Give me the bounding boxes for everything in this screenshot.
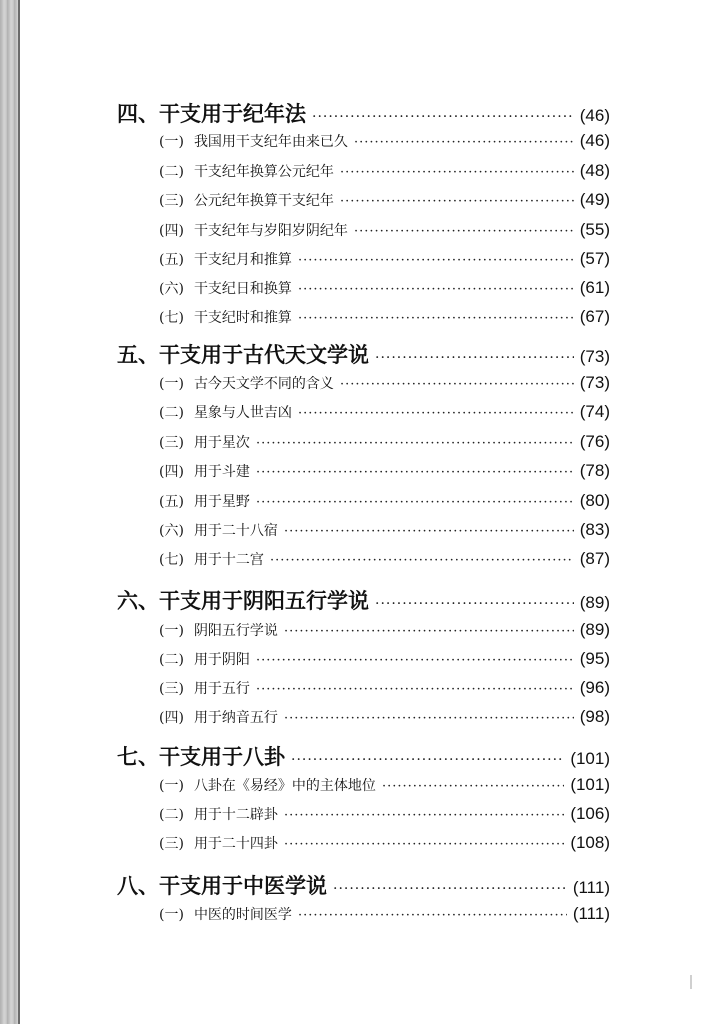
- section-title: 干支纪日和换算: [193, 281, 292, 297]
- section-title: 用于五行: [193, 681, 250, 697]
- page-number: (80): [579, 491, 610, 510]
- section-number: (一): [159, 623, 184, 639]
- page-number: (49): [579, 190, 610, 209]
- section-title: 用于阴阳: [193, 652, 250, 668]
- toc-section[interactable]: [159, 904, 610, 930]
- dot-leader: [256, 682, 574, 697]
- section-title: 用于二十四卦: [193, 836, 278, 852]
- section-number: (二): [159, 405, 184, 421]
- page-number: (46): [579, 131, 610, 150]
- dot-leader: [375, 596, 574, 612]
- page-number: (55): [579, 220, 610, 239]
- section-number: (四): [159, 710, 184, 726]
- section-title: 阴阳五行学说: [193, 623, 278, 639]
- page-number: (57): [579, 249, 610, 268]
- toc-chapter-4[interactable]: [117, 98, 610, 128]
- dot-leader: [340, 165, 574, 180]
- scan-artifact: [690, 975, 692, 989]
- page-number: (78): [579, 461, 610, 480]
- toc-section[interactable]: [159, 307, 610, 333]
- section-title: 用于二十八宿: [193, 523, 278, 539]
- dot-leader: [284, 837, 564, 852]
- dot-leader: [256, 495, 574, 510]
- toc-section[interactable]: [159, 620, 610, 646]
- section-number: (五): [159, 252, 184, 268]
- toc-section[interactable]: [159, 804, 610, 830]
- section-number: (一): [159, 376, 184, 392]
- toc-section[interactable]: [159, 373, 610, 399]
- section-number: (三): [159, 836, 184, 852]
- section-number: (二): [159, 652, 184, 668]
- page-number: (106): [570, 804, 610, 823]
- chapter-title: 八、干支用于中医学说: [117, 873, 327, 898]
- page-number: (95): [579, 649, 610, 668]
- dot-leader: [284, 711, 574, 726]
- page-number: (46): [579, 106, 610, 125]
- toc-section[interactable]: [159, 520, 610, 546]
- page-number: (48): [579, 161, 610, 180]
- page-number: (73): [579, 347, 610, 366]
- toc-section[interactable]: [159, 220, 610, 246]
- dot-leader: [298, 253, 574, 268]
- page-number: (61): [579, 278, 610, 297]
- section-title: 用于星次: [193, 435, 250, 451]
- section-title: 星象与人世吉凶: [193, 405, 292, 421]
- section-title: 用于十二辟卦: [193, 807, 278, 823]
- dot-leader: [298, 406, 574, 421]
- chapter-title: 七、干支用于八卦: [117, 744, 285, 769]
- section-title: 干支纪时和推算: [193, 310, 292, 326]
- section-title: 用于十二宫: [193, 552, 264, 568]
- page-number: (83): [579, 520, 610, 539]
- toc-section[interactable]: [159, 249, 610, 275]
- chapter-title: 四、干支用于纪年法: [117, 101, 306, 126]
- page-number: (98): [579, 707, 610, 726]
- section-title: 中医的时间医学: [193, 907, 292, 923]
- dot-leader: [354, 135, 574, 150]
- dot-leader: [270, 553, 574, 568]
- toc-section[interactable]: [159, 549, 610, 575]
- page-number: (89): [579, 593, 610, 612]
- section-number: (六): [159, 523, 184, 539]
- section-title: 我国用干支纪年由来已久: [193, 134, 348, 150]
- section-number: (一): [159, 907, 184, 923]
- page-number: (89): [579, 620, 610, 639]
- section-number: (二): [159, 164, 184, 180]
- dot-leader: [298, 908, 567, 923]
- section-title: 公元纪年换算干支纪年: [193, 193, 334, 209]
- toc-chapter-6[interactable]: [117, 585, 610, 615]
- toc-section[interactable]: [159, 278, 610, 304]
- dot-leader: [256, 465, 574, 480]
- dot-leader: [284, 624, 574, 639]
- page-number: (96): [579, 678, 610, 697]
- section-number: (三): [159, 681, 184, 697]
- dot-leader: [256, 436, 574, 451]
- page-number: (87): [579, 549, 610, 568]
- toc-section[interactable]: [159, 678, 610, 704]
- section-title: 八卦在《易经》中的主体地位: [193, 778, 376, 794]
- toc-section[interactable]: [159, 161, 610, 187]
- section-number: (六): [159, 281, 184, 297]
- section-number: (七): [159, 552, 184, 568]
- toc-chapter-7[interactable]: [117, 741, 610, 771]
- section-number: (一): [159, 778, 184, 794]
- section-title: 干支纪月和推算: [193, 252, 292, 268]
- toc-chapter-8[interactable]: [117, 870, 610, 900]
- toc-section[interactable]: [159, 833, 610, 859]
- page-number: (76): [579, 432, 610, 451]
- section-number: (二): [159, 807, 184, 823]
- section-number: (三): [159, 435, 184, 451]
- dot-leader: [340, 194, 574, 209]
- section-number: (三): [159, 193, 184, 209]
- section-title: 干支纪年换算公元纪年: [193, 164, 334, 180]
- toc-section[interactable]: [159, 461, 610, 487]
- page-number: (73): [579, 373, 610, 392]
- page-number: (101): [570, 775, 610, 794]
- page-number: (74): [579, 402, 610, 421]
- page-number: (111): [572, 904, 610, 923]
- dot-leader: [382, 779, 564, 794]
- section-number: (一): [159, 134, 184, 150]
- dot-leader: [312, 109, 574, 125]
- chapter-title: 五、干支用于古代天文学说: [117, 342, 369, 367]
- dot-leader: [340, 377, 574, 392]
- dot-leader: [256, 653, 574, 668]
- section-title: 干支纪年与岁阳岁阴纪年: [193, 223, 348, 239]
- section-number: (七): [159, 310, 184, 326]
- page-number: (108): [570, 833, 610, 852]
- dot-leader: [284, 808, 564, 823]
- page-number: (111): [572, 878, 610, 897]
- toc-section[interactable]: [159, 491, 610, 517]
- section-number: (四): [159, 464, 184, 480]
- section-title: 用于斗建: [193, 464, 250, 480]
- dot-leader: [354, 224, 574, 239]
- section-number: (四): [159, 223, 184, 239]
- toc-section[interactable]: [159, 707, 610, 733]
- dot-leader: [284, 524, 574, 539]
- dot-leader: [333, 881, 567, 897]
- toc-chapter-5[interactable]: [117, 339, 610, 369]
- toc-section[interactable]: [159, 402, 610, 428]
- page-number: (101): [570, 749, 610, 768]
- section-number: (五): [159, 494, 184, 510]
- dot-leader: [298, 311, 574, 326]
- toc-section[interactable]: [159, 775, 610, 801]
- dot-leader: [375, 350, 574, 366]
- section-title: 用于星野: [193, 494, 250, 510]
- section-title: 古今天文学不同的含义: [193, 376, 334, 392]
- toc-section[interactable]: [159, 131, 610, 157]
- dot-leader: [291, 752, 564, 768]
- chapter-title: 六、干支用于阴阳五行学说: [117, 588, 369, 613]
- toc-section[interactable]: [159, 649, 610, 675]
- toc-section[interactable]: [159, 190, 610, 216]
- page-number: (67): [579, 307, 610, 326]
- toc-section[interactable]: [159, 432, 610, 458]
- dot-leader: [298, 282, 574, 297]
- section-title: 用于纳音五行: [193, 710, 278, 726]
